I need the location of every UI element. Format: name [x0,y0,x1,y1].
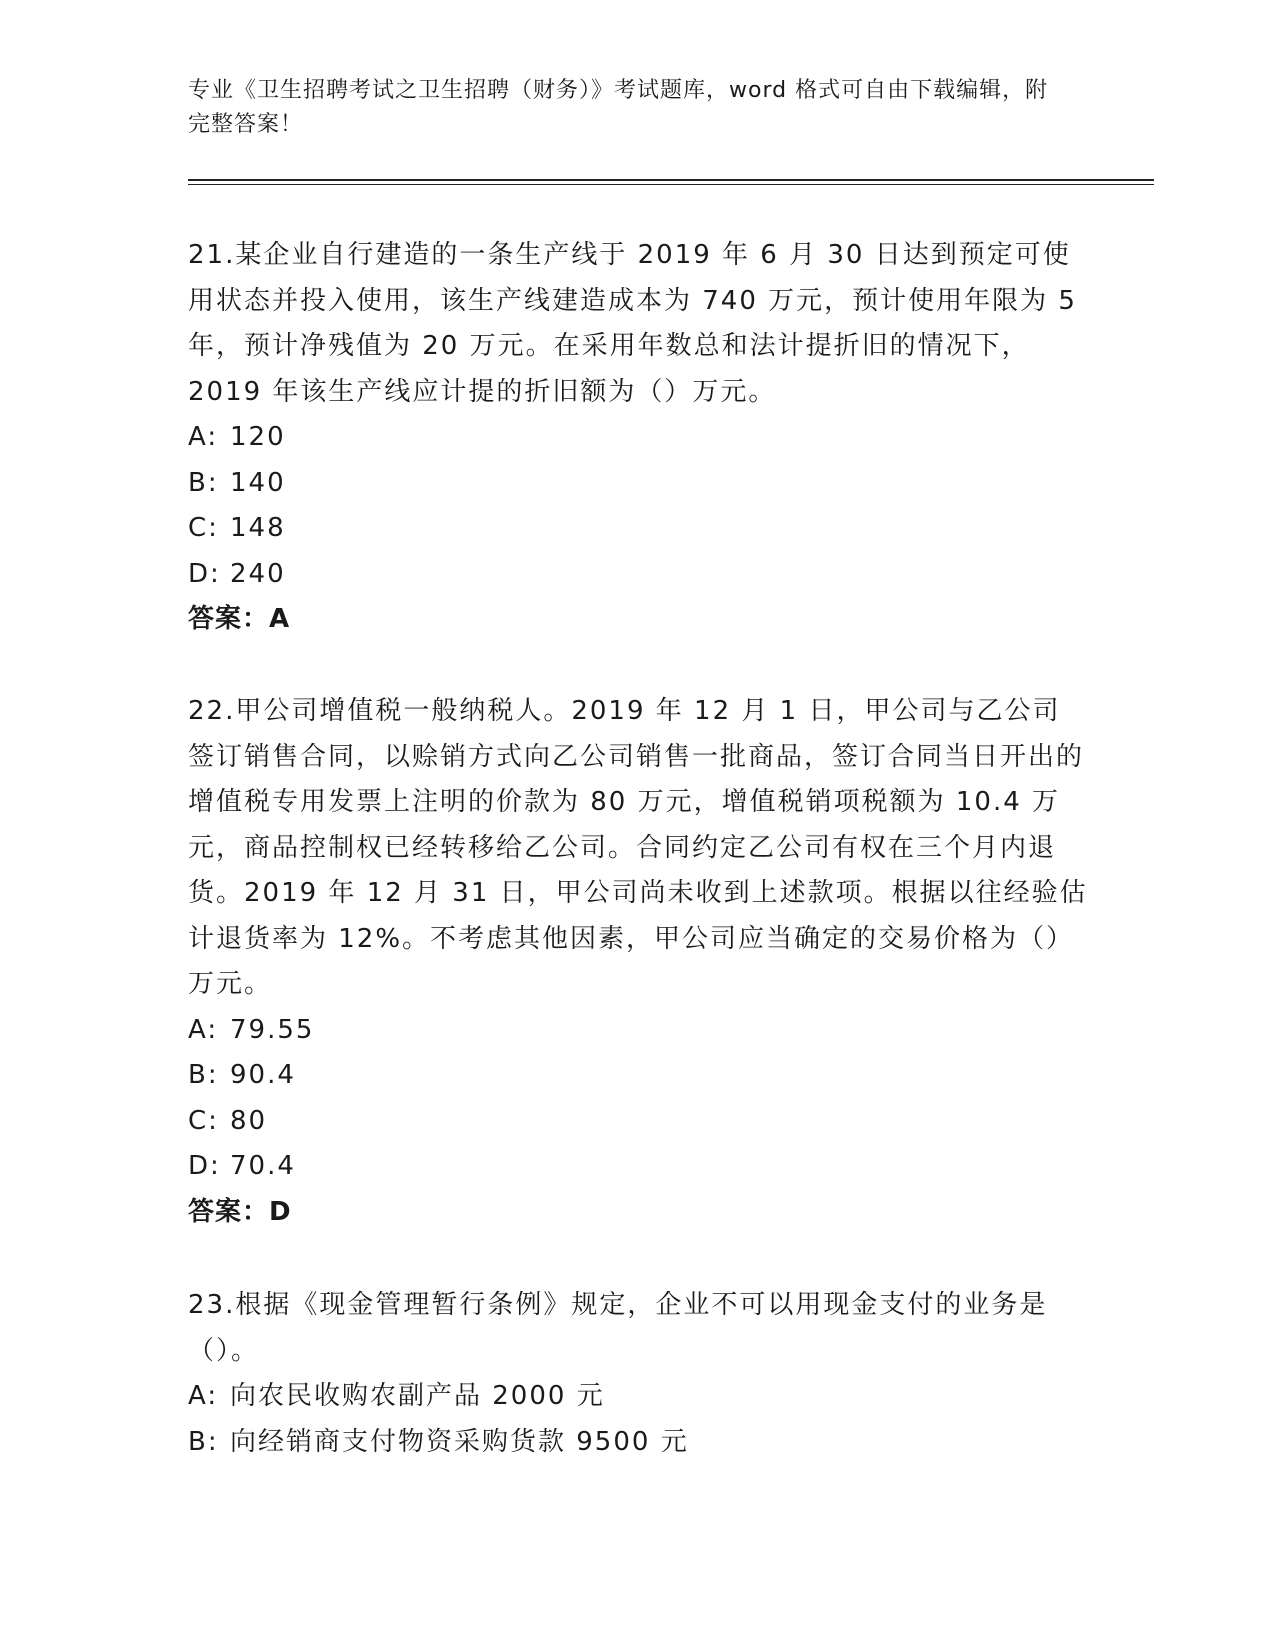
question-stem: 23.根据《现金管理暂行条例》规定，企业不可以用现金支付的业务是（）。 [188,1290,1048,1366]
question-21 [188,233,1088,643]
option-key: A: [188,1381,219,1411]
option-key: A: [188,1014,219,1045]
option-a [188,415,1088,461]
question-22 [188,689,1088,1235]
option-text: 70.4 [230,1151,296,1181]
option-text: 140 [230,467,286,498]
option-text: 79.55 [230,1014,315,1045]
option-key: B: [188,1426,219,1457]
option-text: 80 [230,1105,268,1136]
option-key: B: [188,467,219,498]
option-text: 向经销商支付物资采购货款 9500 元 [230,1426,689,1457]
answer-line: 答案：D [188,1196,292,1227]
option-c [188,1099,1088,1145]
option-key: A: [188,422,219,452]
option-b [188,1420,1088,1466]
question-stem: 21.某企业自行建造的一条生产线于 2019 年 6 月 30 日达到预定可使用状态并投入使用，该生产线建造成本为 740 万元，预计使用年限为 5 年，预计净残值为 20 万元。在采用年数总和法计提折旧的情况下，2019 年该生产线应计提的折旧额为（）万元。 [188,240,1077,407]
question-stem: 22.甲公司增值税一般纳税人。2019 年 12 月 1 日，甲公司与乙公司签订销售合同，以赊销方式向乙公司销售一批商品，签订合同当日开出的增值税专用发票上注明的价款为 80 万元，增值税销项税额为 10.4 万元，商品控制权已经转移给乙公司。合同约定乙公司有权在三个月内退货。2019 年 12 月 31 日，甲公司尚未收到上述款项。根据以往经验估计退货率为 12%。不考虑其他因素，甲公司应当确定的交易价格为（）万元。 [188,696,1088,999]
option-b [188,1053,1088,1099]
header-divider [188,179,1154,181]
option-key: D: [188,1151,221,1181]
header-divider-thin [188,184,1154,185]
option-text: 240 [230,558,286,589]
answer-line: 答案：A [188,604,291,634]
option-c [188,506,1088,552]
option-key: D: [188,558,221,589]
option-text: 90.4 [230,1060,296,1090]
question-23 [188,1283,1088,1465]
document-header: 专业《卫生招聘考试之卫生招聘（财务）》考试题库，word 格式可自由下载编辑，附完整答案！ [188,78,1049,137]
option-a [188,1008,1088,1054]
option-a [188,1374,1088,1420]
option-key: C: [188,1105,219,1136]
option-d [188,552,1088,598]
option-text: 向农民收购农副产品 2000 元 [230,1381,605,1411]
option-key: C: [188,513,219,543]
option-d [188,1144,1088,1190]
option-b [188,461,1088,507]
option-text: 120 [230,422,286,452]
option-text: 148 [230,513,286,543]
option-key: B: [188,1060,219,1090]
